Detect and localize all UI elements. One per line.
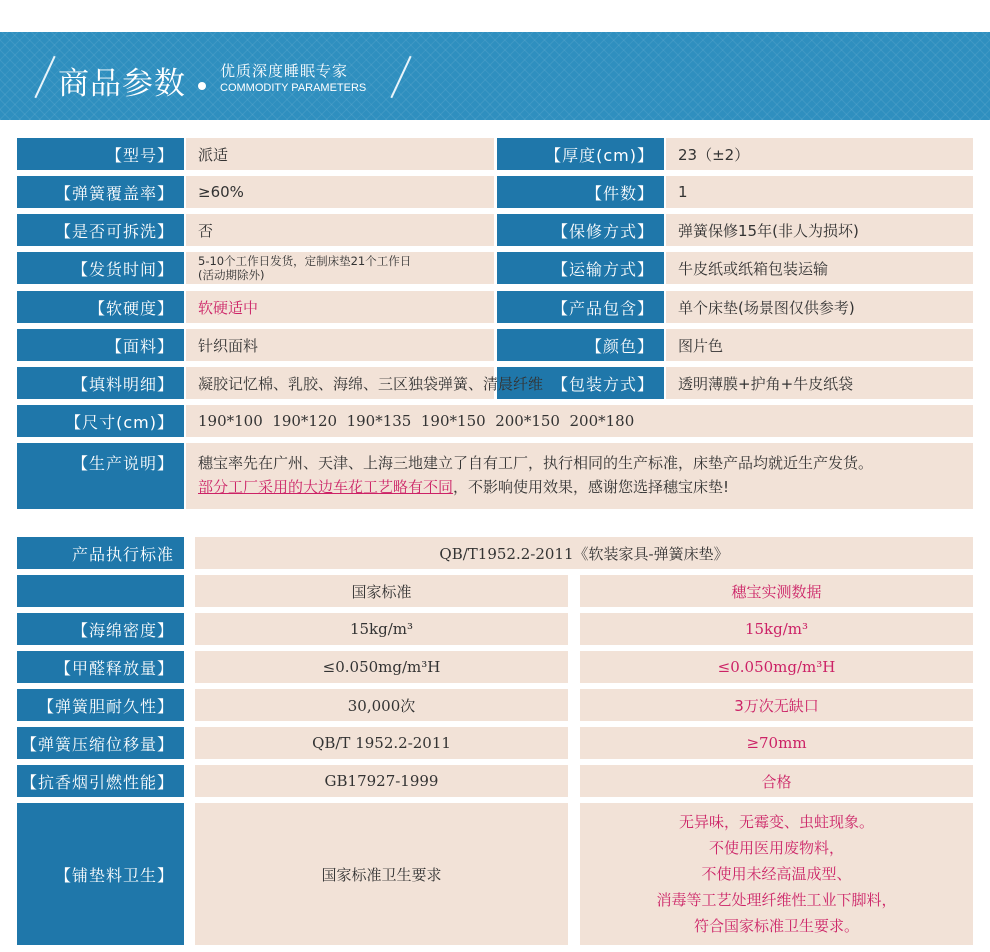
measured-formaldehyde: ≤0.050mg/m³H: [580, 651, 973, 683]
measured-spring-compression: ≥70mm: [580, 727, 973, 759]
hygiene-line: 不使用未经高温成型、: [701, 865, 852, 883]
shipping-time-line2: (活动期除外): [198, 268, 265, 282]
production-line2-rest: ，不影响使用效果，感谢您选择穗宝床垫!: [453, 478, 730, 496]
spec-value-size: 190*100 190*120 190*135 190*150 200*150 200*180: [186, 405, 973, 437]
national-spring-durability: 30,000次: [195, 689, 568, 721]
spec-label-warranty: 【保修方式】: [497, 214, 664, 246]
standard-label-sponge-density: 【海绵密度】: [17, 613, 184, 645]
spec-label-transport: 【运输方式】: [497, 252, 664, 284]
spec-value-pieces: 1: [666, 176, 973, 208]
standard-header-empty: [17, 575, 184, 607]
spec-label-thickness: 【厚度(cm)】: [497, 138, 664, 170]
national-sponge-density: 15kg/m³: [195, 613, 568, 645]
spec-label-firmness: 【软硬度】: [17, 291, 184, 323]
banner-subtitle-en: COMMODITY PARAMETERS: [220, 82, 367, 94]
spec-value-transport: 牛皮纸或纸箱包装运输: [666, 252, 973, 284]
spec-label-fabric: 【面料】: [17, 329, 184, 361]
banner-slash-right: [390, 56, 411, 99]
production-line1: 穗宝率先在广州、天津、上海三地建立了自有工厂，执行相同的生产标准，床垫产品均就近生产发货。: [198, 454, 874, 472]
national-hygiene: 国家标准卫生要求: [195, 803, 568, 945]
spec-label-filling: 【填料明细】: [17, 367, 184, 399]
spec-label-washable: 【是否可拆洗】: [17, 214, 184, 246]
spec-value-washable: 否: [186, 214, 494, 246]
spec-label-shipping-time: 【发货时间】: [17, 252, 184, 284]
spec-value-filling: 凝胶记忆棉、乳胶、海绵、三区独袋弹簧、清晨纤维: [198, 374, 544, 393]
hygiene-line: 符合国家标准卫生要求。: [693, 917, 859, 935]
standard-value-exec: QB/T1952.2-2011《软装家具-弹簧床垫》: [195, 537, 973, 569]
spec-label-includes: 【产品包含】: [497, 291, 664, 323]
measured-cigarette-ignition: 合格: [580, 765, 973, 797]
shipping-time-line1: 5-10个工作日发货，定制床垫21个工作日: [198, 254, 412, 268]
hygiene-line: 消毒等工艺处理纤维性工业下脚料，: [656, 891, 897, 909]
banner-slash-left: [34, 56, 55, 99]
spec-value-thickness: 23（±2）: [666, 138, 973, 170]
standard-label-formaldehyde: 【甲醛释放量】: [17, 651, 184, 683]
column-header-national: 国家标准: [195, 575, 568, 607]
measured-sponge-density: 15kg/m³: [580, 613, 973, 645]
measured-spring-durability: 3万次无缺口: [580, 689, 973, 721]
national-cigarette-ignition: GB17927-1999: [195, 765, 568, 797]
spec-value-model: 派适: [186, 138, 494, 170]
spec-label-spring-coverage: 【弹簧覆盖率】: [17, 176, 184, 208]
production-line2: [198, 475, 973, 499]
column-header-measured: 穗宝实测数据: [580, 575, 973, 607]
spec-value-spring-coverage: ≥60%: [186, 176, 494, 208]
national-formaldehyde: ≤0.050mg/m³H: [195, 651, 568, 683]
spec-value-color: 图片色: [666, 329, 973, 361]
spec-value-packing: 透明薄膜+护角+牛皮纸袋: [666, 367, 973, 399]
standard-label-hygiene: 【铺垫料卫生】: [17, 803, 184, 945]
spec-value-includes: 单个床垫(场景图仅供参考): [666, 291, 973, 323]
banner-subtitle: 优质深度睡眠专家: [220, 62, 349, 80]
spec-value-firmness: 软硬适中: [186, 291, 494, 323]
spec-label-packing: 【包装方式】: [497, 367, 664, 399]
national-spring-compression: QB/T 1952.2-2011: [195, 727, 568, 759]
spec-value-shipping-time: [186, 252, 494, 284]
measured-hygiene: [580, 803, 973, 945]
hygiene-line: 不使用医用废物料，: [708, 839, 844, 857]
spec-label-model: 【型号】: [17, 138, 184, 170]
spec-value-production: [186, 443, 973, 509]
standard-label-spring-durability: 【弹簧胆耐久性】: [17, 689, 184, 721]
spec-label-size: 【尺寸(cm)】: [17, 405, 184, 437]
standard-label-exec: 产品执行标准: [17, 537, 184, 569]
spec-value-fabric: 针织面料: [186, 329, 494, 361]
spec-label-pieces: 【件数】: [497, 176, 664, 208]
standard-label-spring-compression: 【弹簧压缩位移量】: [17, 727, 184, 759]
banner-title: 商品参数: [58, 66, 186, 102]
hygiene-line: 无异味，无霉变、虫蛀现象。: [678, 813, 874, 831]
header-banner: [0, 32, 990, 120]
spec-label-production: 【生产说明】: [17, 443, 184, 509]
standard-label-cigarette-ignition: 【抗香烟引燃性能】: [17, 765, 184, 797]
spec-label-color: 【颜色】: [497, 329, 664, 361]
spec-value-warranty: 弹簧保修15年(非人为损坏): [666, 214, 973, 246]
banner-dot: [198, 82, 206, 90]
production-underline-note: 部分工厂采用的大边车花工艺略有不同: [198, 478, 454, 496]
